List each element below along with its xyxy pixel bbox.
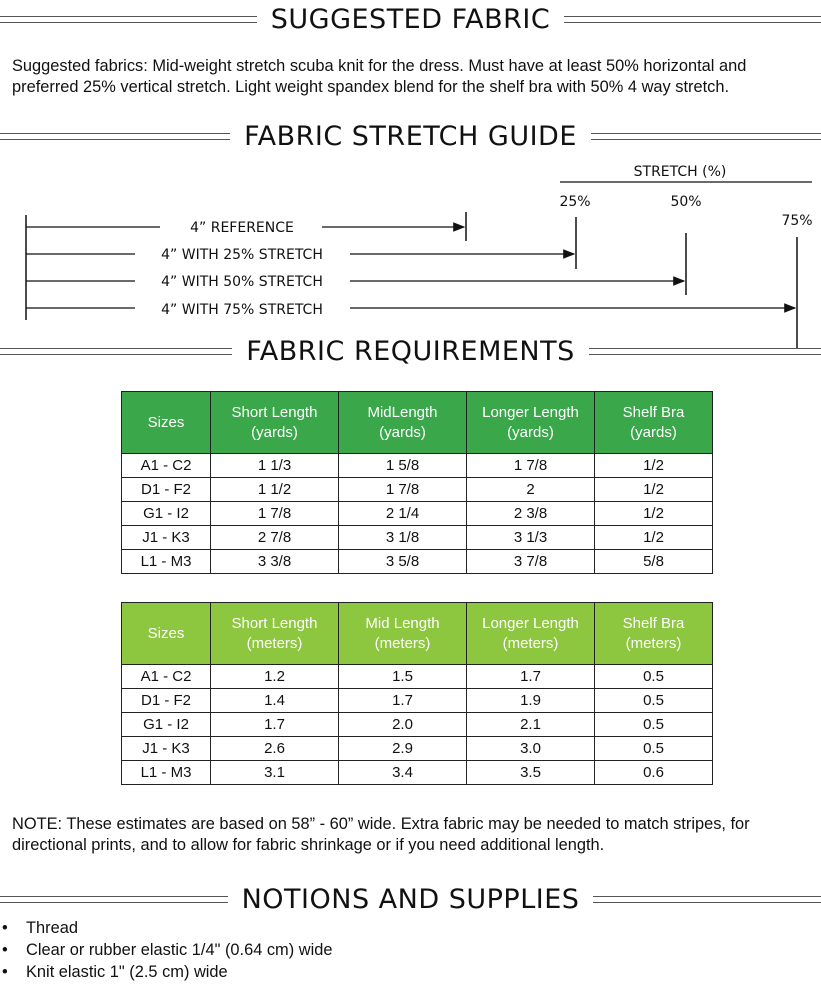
header-shelf-bra [595, 392, 713, 454]
cell-value: 1 7/8 [211, 502, 339, 526]
cell-value: 0.6 [595, 761, 713, 785]
table-row [122, 478, 713, 502]
cell-value: 1 1/3 [211, 454, 339, 478]
header-label: Longer Length [482, 403, 579, 421]
heading-rule-right [593, 896, 821, 903]
cell-value: 1.7 [211, 713, 339, 737]
table-header-row [122, 392, 713, 454]
table-row [122, 761, 713, 785]
cell-value: 2 7/8 [211, 526, 339, 550]
cell-value: 1 7/8 [339, 478, 467, 502]
cell-value: 2.9 [339, 737, 467, 761]
list-item [0, 939, 332, 961]
cell-size: J1 - K3 [122, 737, 211, 761]
header-shelf-bra [595, 603, 713, 665]
cell-size: D1 - F2 [122, 478, 211, 502]
cell-value: 0.5 [595, 737, 713, 761]
cell-value: 1 5/8 [339, 454, 467, 478]
cell-size: L1 - M3 [122, 761, 211, 785]
cell-value: 1/2 [595, 502, 713, 526]
header-unit: (yards) [251, 423, 298, 441]
list-item-text: Clear or rubber elastic 1/4" (0.64 cm) wide [26, 941, 333, 959]
cell-value: 1/2 [595, 478, 713, 502]
cell-size: J1 - K3 [122, 526, 211, 550]
stretch-guide-diagram [0, 155, 821, 355]
cell-value: 3 5/8 [339, 550, 467, 574]
tick-label-25: 25% [559, 194, 591, 210]
cell-size: A1 - C2 [122, 665, 211, 689]
cell-value: 1.9 [467, 689, 595, 713]
row-label-reference: 4” REFERENCE [190, 220, 294, 236]
cell-value: 1/2 [595, 454, 713, 478]
section-heading-requirements [0, 336, 821, 367]
heading-rule-left [0, 896, 228, 903]
header-mid-length [339, 392, 467, 454]
section-heading-stretch-guide [0, 121, 821, 152]
bullet: • [2, 963, 8, 981]
header-short-length [211, 603, 339, 665]
header-label: Short Length [231, 614, 318, 632]
notions-list [0, 917, 332, 983]
cell-size: A1 - C2 [122, 454, 211, 478]
cell-value: 1.2 [211, 665, 339, 689]
table-row [122, 550, 713, 574]
heading-text: FABRIC REQUIREMENTS [246, 336, 575, 367]
table-row [122, 526, 713, 550]
header-unit: (meters) [625, 634, 682, 652]
list-item [0, 917, 332, 939]
cell-value: 1.5 [339, 665, 467, 689]
table-row [122, 689, 713, 713]
header-unit: (meters) [502, 634, 559, 652]
stretch-header: STRETCH (%) [633, 164, 727, 180]
cell-value: 0.5 [595, 689, 713, 713]
header-label: MidLength [367, 403, 438, 421]
cell-value: 5/8 [595, 550, 713, 574]
cell-size: G1 - I2 [122, 502, 211, 526]
header-label: Shelf Bra [622, 614, 685, 632]
cell-value: 3 1/8 [339, 526, 467, 550]
header-unit: (yards) [507, 423, 554, 441]
header-unit: (meters) [246, 634, 303, 652]
list-item-text: Knit elastic 1" (2.5 cm) wide [26, 963, 228, 981]
header-label: Longer Length [482, 614, 579, 632]
table-row [122, 665, 713, 689]
cell-value: 1.7 [339, 689, 467, 713]
estimate-note: NOTE: These estimates are based on 58” - 60” wide. Extra fabric may be needed to match stripes, for directional prints, and to allow for fabric shrinkage or if you need additional length. [12, 815, 750, 854]
cell-value: 2.1 [467, 713, 595, 737]
cell-size: G1 - I2 [122, 713, 211, 737]
table-row [122, 737, 713, 761]
header-sizes [122, 392, 211, 454]
heading-rule-right [591, 133, 821, 140]
cell-value: 3 3/8 [211, 550, 339, 574]
section-heading-notions [0, 884, 821, 915]
cell-value: 2.0 [339, 713, 467, 737]
cell-value: 3 1/3 [467, 526, 595, 550]
header-unit: (yards) [630, 423, 677, 441]
bullet: • [2, 919, 8, 937]
cell-value: 2 [467, 478, 595, 502]
cell-value: 3 7/8 [467, 550, 595, 574]
cell-size: D1 - F2 [122, 689, 211, 713]
cell-value: 1 1/2 [211, 478, 339, 502]
header-longer-length [467, 392, 595, 454]
cell-value: 0.5 [595, 665, 713, 689]
heading-rule-left [0, 133, 230, 140]
heading-rule-left [0, 348, 232, 355]
table-row [122, 502, 713, 526]
heading-rule-left [0, 16, 257, 23]
header-label: Sizes [147, 413, 185, 431]
cell-value: 2.6 [211, 737, 339, 761]
yards-table [121, 391, 713, 574]
meters-table [121, 602, 713, 785]
heading-text: NOTIONS AND SUPPLIES [241, 884, 580, 915]
header-label: Sizes [147, 624, 185, 642]
header-short-length [211, 392, 339, 454]
tick-label-50: 50% [670, 194, 702, 210]
cell-value: 3.1 [211, 761, 339, 785]
header-label: Mid Length [365, 614, 440, 632]
table-row [122, 454, 713, 478]
cell-value: 2 3/8 [467, 502, 595, 526]
cell-value: 3.5 [467, 761, 595, 785]
header-unit: (meters) [374, 634, 431, 652]
cell-value: 3.0 [467, 737, 595, 761]
header-mid-length [339, 603, 467, 665]
heading-rule-right [589, 348, 821, 355]
heading-text: SUGGESTED FABRIC [270, 4, 551, 35]
header-longer-length [467, 603, 595, 665]
list-item-text: Thread [26, 919, 78, 937]
cell-value: 1.4 [211, 689, 339, 713]
cell-value: 1 7/8 [467, 454, 595, 478]
suggested-fabric-text: Suggested fabrics: Mid-weight stretch scuba knit for the dress. Must have at least 50% horizontal and preferred 25% vertical stretch. Light weight spandex blend for the shelf bra with 50% 4 way stretch. [12, 57, 747, 96]
tick-label-75: 75% [781, 213, 813, 229]
cell-value: 0.5 [595, 713, 713, 737]
header-sizes [122, 603, 211, 665]
section-heading-suggested-fabric [0, 4, 821, 35]
cell-size: L1 - M3 [122, 550, 211, 574]
heading-rule-right [564, 16, 821, 23]
cell-value: 3.4 [339, 761, 467, 785]
list-item [0, 961, 332, 983]
row-label-25: 4” WITH 25% STRETCH [161, 247, 323, 263]
row-label-75: 4” WITH 75% STRETCH [161, 302, 323, 318]
bullet: • [2, 941, 8, 959]
table-header-row [122, 603, 713, 665]
header-unit: (yards) [379, 423, 426, 441]
header-label: Shelf Bra [622, 403, 685, 421]
cell-value: 1/2 [595, 526, 713, 550]
row-label-50: 4” WITH 50% STRETCH [161, 274, 323, 290]
cell-value: 1.7 [467, 665, 595, 689]
heading-text: FABRIC STRETCH GUIDE [244, 121, 577, 152]
header-label: Short Length [231, 403, 318, 421]
table-row [122, 713, 713, 737]
cell-value: 2 1/4 [339, 502, 467, 526]
